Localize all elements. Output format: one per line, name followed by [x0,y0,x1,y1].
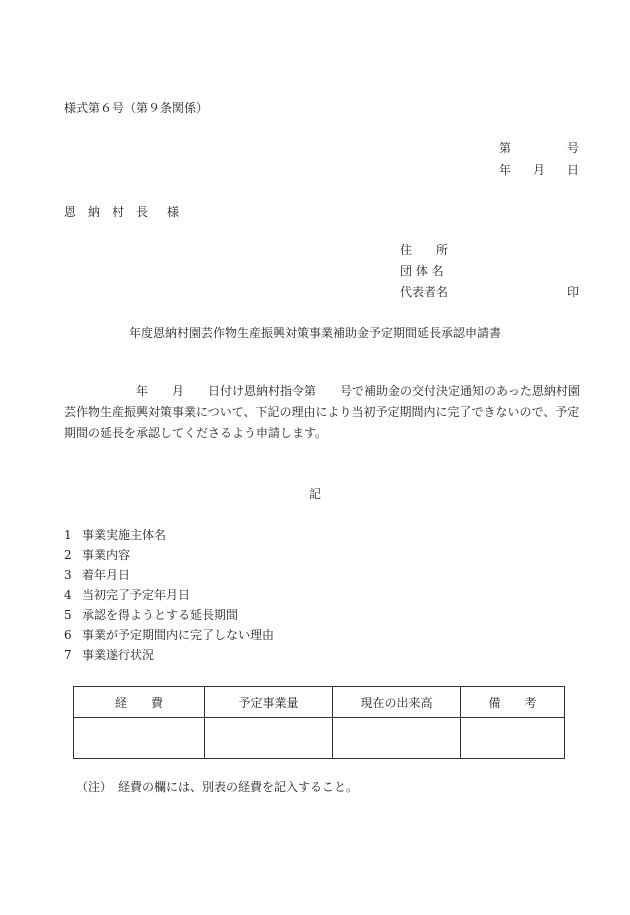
header-planned-volume: 予定事業量 [205,687,333,718]
application-body: 年 月 日付け恩納村指令第 号で補助金の交付決定通知のあった恩納村園芸作物生産振興対策事業について、下記の理由により当初予定期間内に完了できないので、予定期間の延長を承認してくださるよう申請します。 [64,384,580,440]
item-number: 7 [64,648,72,662]
list-item [64,585,274,605]
item-number: 4 [64,588,72,602]
header-expense: 経 費 [74,687,205,718]
doc-number-prefix: 第 [499,141,512,155]
date-month: 月 [533,163,546,177]
item-label: 事業遂行状況 [82,648,155,662]
representative-label: 代表者名 [400,285,449,299]
item-number: 1 [64,528,72,542]
table-row [74,718,565,759]
list-item [64,545,274,565]
ki-heading: 記 [308,487,321,501]
item-label: 当初完了予定年月日 [82,588,191,602]
addressee-honorific: 様 [167,205,180,219]
list-item [64,525,274,545]
doc-number-suffix: 号 [567,141,580,155]
table-header-row [74,687,565,718]
header-current-output: 現在の出来高 [333,687,461,718]
item-number: 6 [64,628,72,642]
expense-table [73,686,565,759]
cell-expense[interactable] [74,718,205,759]
item-list [64,525,274,665]
cell-remarks[interactable] [461,718,565,759]
item-number: 5 [64,608,72,622]
date-year: 年 [499,163,512,177]
document-title: 年度恩納村園芸作物生産振興対策事業補助金予定期間延長承認申請書 [128,326,501,340]
date-day: 日 [567,163,580,177]
cell-planned-volume[interactable] [205,718,333,759]
header-remarks: 備 考 [461,687,565,718]
item-number: 3 [64,568,72,582]
address-label: 住 所 [400,243,449,257]
group-name-label: 団 体 名 [400,264,444,278]
item-label: 事業実施主体名 [82,528,167,542]
seal-mark: 印 [567,285,580,299]
list-item [64,605,274,625]
item-number: 2 [64,548,72,562]
item-label: 事業内容 [82,548,131,562]
addressee-name: 恩 納 村 長 [64,205,149,219]
list-item [64,565,274,585]
item-label: 事業が予定期間内に完了しない理由 [82,628,275,642]
list-item [64,625,274,645]
item-label: 承認を得ようとする延長期間 [82,608,239,622]
form-number: 様式第６号（第９条関係） [64,101,209,115]
item-label: 着年月日 [82,568,131,582]
cell-current-output[interactable] [333,718,461,759]
list-item [64,645,274,665]
footnote: （注） 経費の欄には、別表の経費を記入すること。 [76,780,359,794]
